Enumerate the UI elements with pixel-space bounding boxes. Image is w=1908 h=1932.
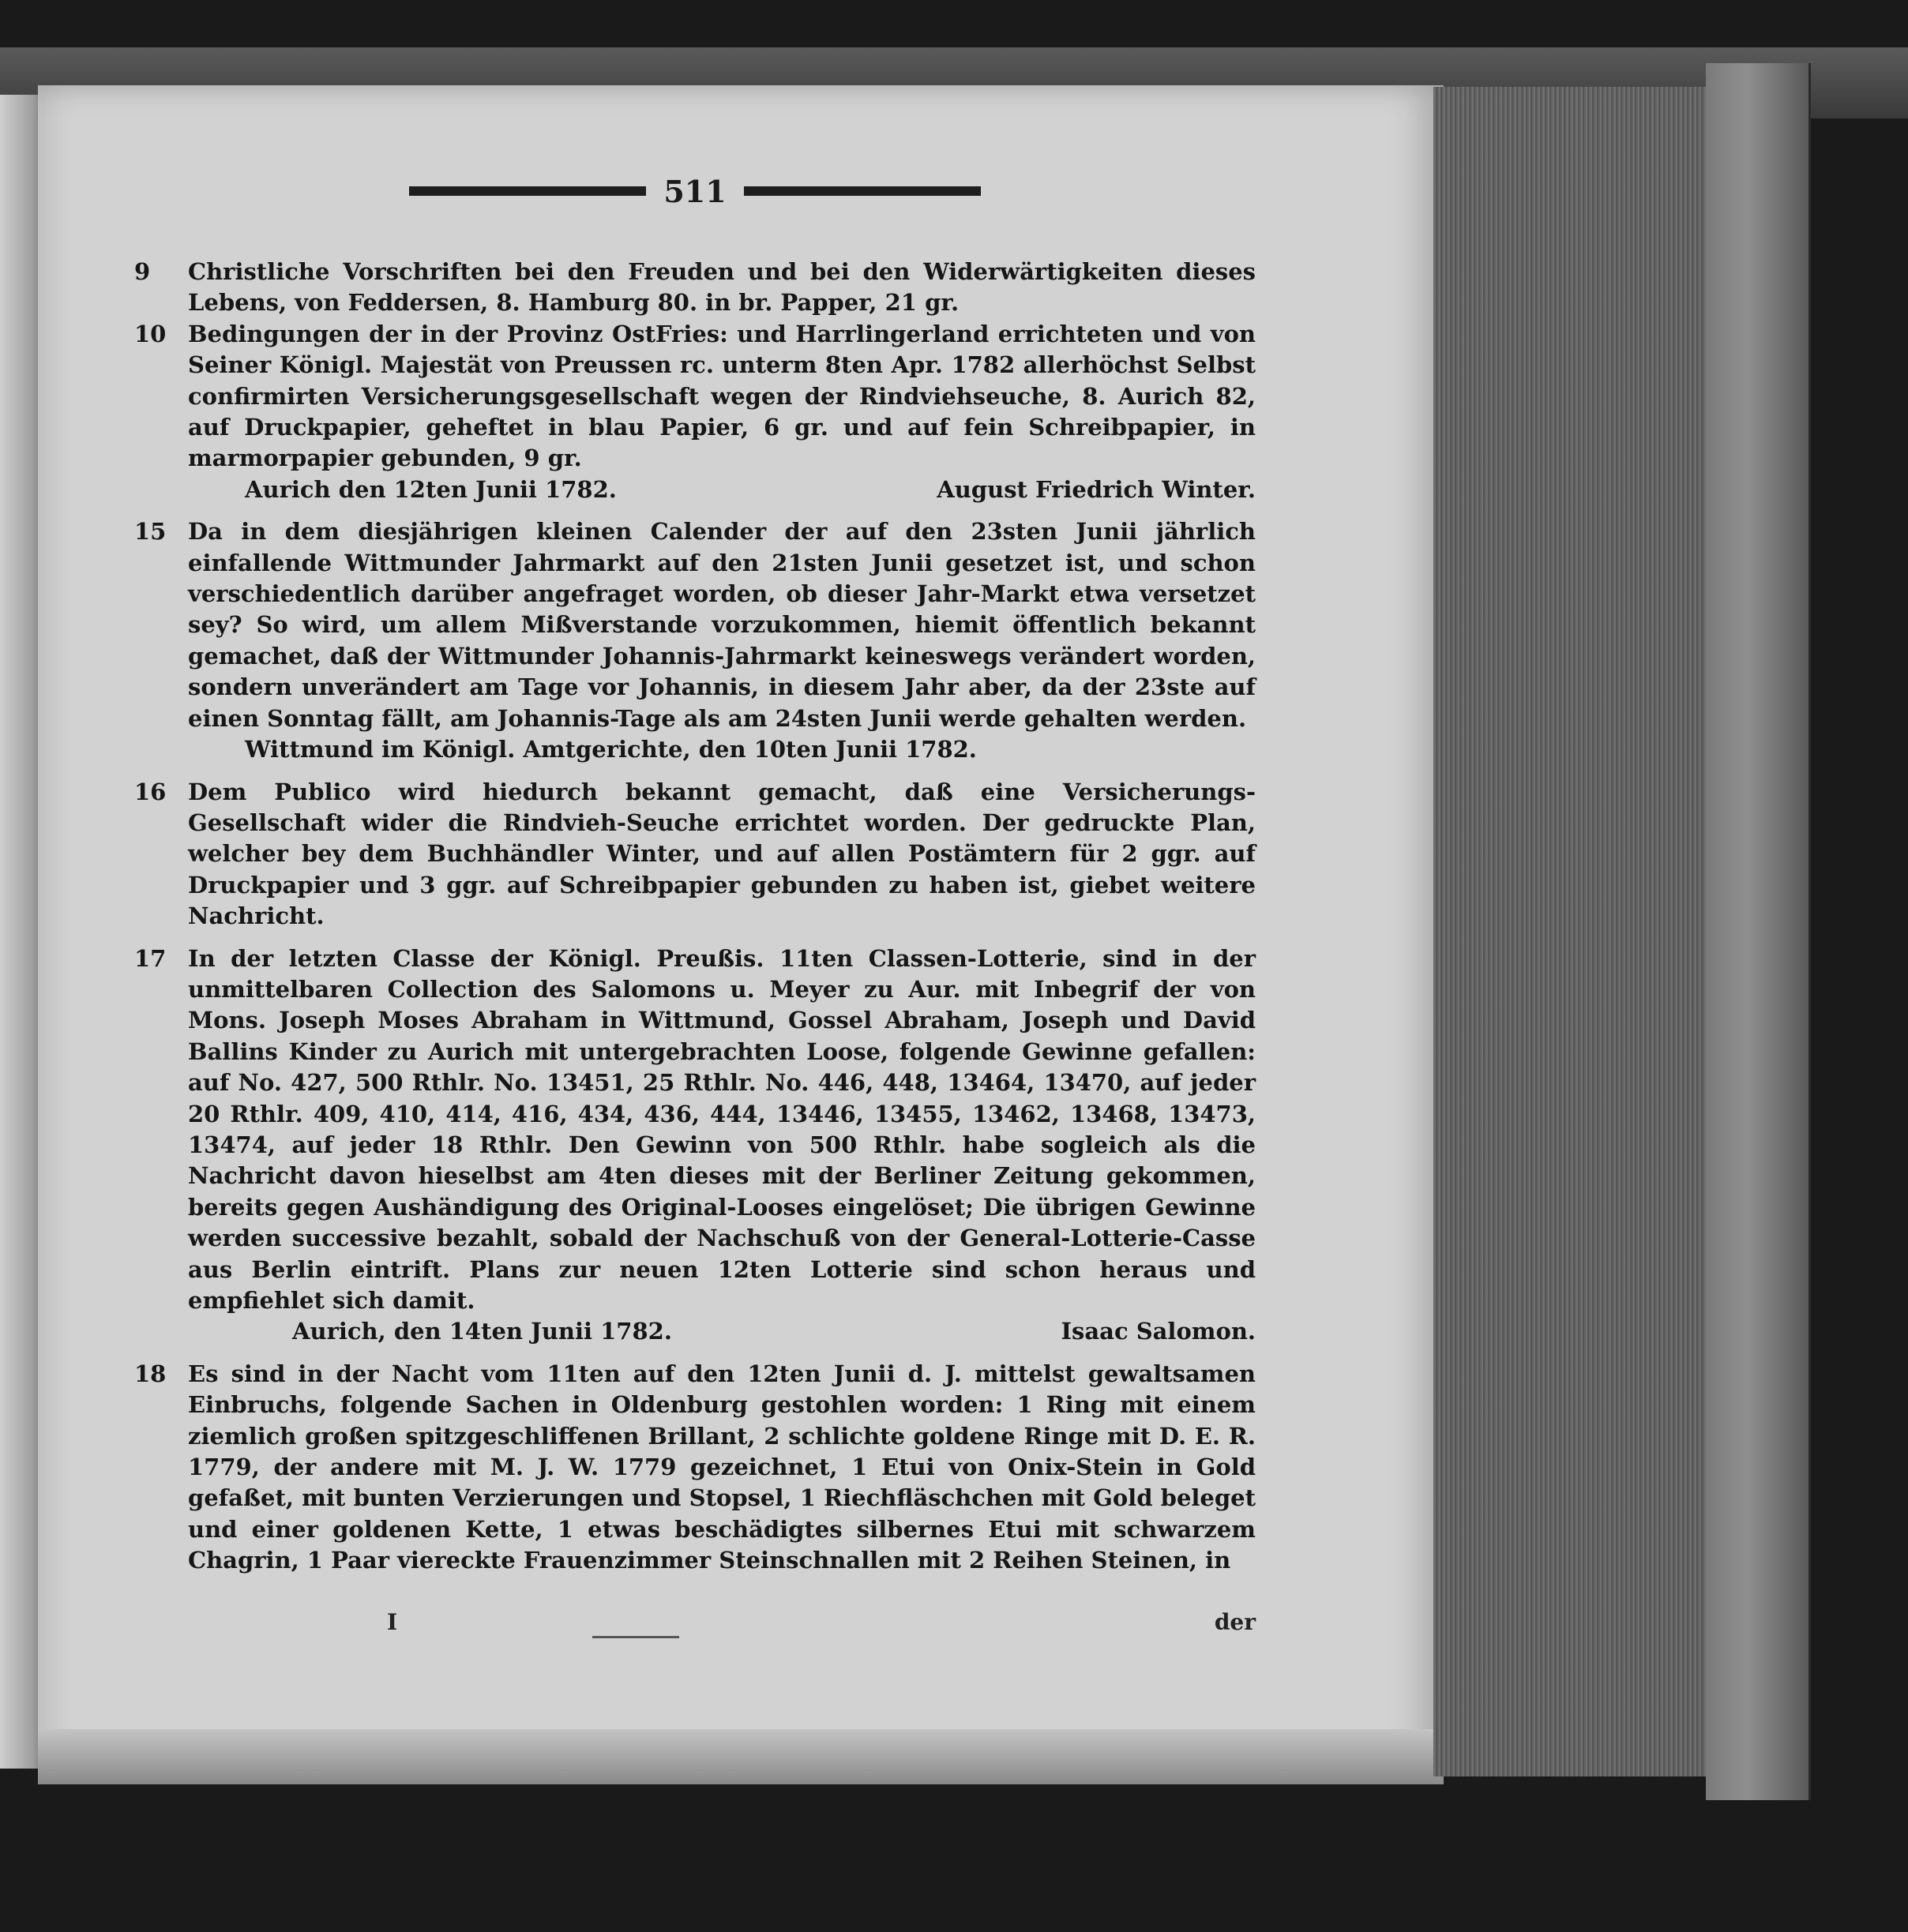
page-stack-fore-edge [1433,87,1706,1776]
entry-17 [134,943,1256,1317]
entry-text: Dem Publico wird hiedurch bekannt gemacht, daß eine Versicherungs-Gesellschaft wider die Rindvieh-Seuche errichtet worden. Der gedruckte Plan, welcher bey dem Buchhändler Winter, und auf allen Postämtern für 2 ggr. auf Druckpapier und 3 ggr. auf Schreibpapier gebunden zu haben ist, giebet weitere Nachricht. [188,778,1256,930]
entry-number: 9 [134,258,151,285]
footer-rule [592,1636,679,1638]
entry-9 [134,257,1256,319]
entry-text: Bedingungen der in der Provinz OstFries: und Harrlingerland errichteten und von Seiner Königl. Majestät von Preussen rc. unterm 8ten Apr. 1782 allerhöchst Selbst confirmirten Versicherungsgesellschaft wegen der Rindviehseuche, 8. Aurich 82, auf Druckpapier, geheftet in blau Papier, 6 gr. und auf fein Schreibpapier, in marmorpapier gebunden, 9 gr. [188,320,1256,472]
entry-10-signature [134,475,1256,505]
page-bottom-edge [38,1729,1444,1784]
entry-number: 17 [134,944,167,972]
page-header [395,175,995,207]
entry-15 [134,516,1256,734]
book-cover-right [1706,63,1811,1800]
entry-number: 15 [134,518,167,546]
signature-place-date: Wittmund im Königl. Amtgerichte, den 10ten Junii 1782. [245,736,977,763]
page-text [134,257,1256,1577]
entry-number: 10 [134,320,167,347]
entry-number: 16 [134,778,167,805]
entry-16 [134,777,1256,932]
page-number: 511 [663,173,727,209]
header-rule-right [744,186,981,196]
catchword: der [1214,1609,1256,1635]
signature-mark: I [387,1609,398,1635]
signature-place-date: Aurich den 12ten Junii 1782. [245,475,617,503]
entry-17-signature [134,1316,1256,1347]
entry-text: Da in dem diesjährigen kleinen Calender der auf den 23sten Junii jährlich einfallende Wittmunder Jahrmarkt auf den 21sten Junii gesetzet ist, und schon verschiedentlich darüber angefraget worden, ob dieser Jahr-Markt etwa versetzet sey? So wird, um allem Mißverstande vorzukommen, hiemit öffentlich bekannt gemachet, daß der Wittmunder Johannis-Jahrmarkt keineswegs verändert worden, sondern unverändert am Tage vor Johannis, in diesem Jahr aber, da der 23ste auf einen Sonntag fällt, am Johannis-Tage als am 24sten Junii werde gehalten werden. [188,518,1256,732]
entry-text: Es sind in der Nacht vom 11ten auf den 12ten Junii d. J. mittelst gewaltsamen Einbruchs, folgende Sachen in Oldenburg gestohlen worden: 1 Ring mit einem ziemlich großen spitzgeschliffenen Brillant, 2 schlichte goldene Ringe mit D. E. R. 1779, der andere mit M. J. W. 1779 gezeichnet, 1 Etui von Onix-Stein in Gold gefaßet, mit bunten Verzierungen und Stopsel, 1 Riechfläschchen mit Gold beleget und einer goldenen Kette, 1 etwas beschädigtes silbernes Etui mit schwarzem Chagrin, 1 Paar viereckte Frauenzimmer Steinschnallen mit 2 Reihen Steinen, in [188,1360,1256,1574]
entry-text: In der letzten Classe der Königl. Preußis. 11ten Classen-Lotterie, sind in der unmittelbaren Collection des Salomons u. Meyer zu Aur. mit Inbegrif der von Mons. Joseph Moses Abraham in Wittmund, Gossel Abraham, Joseph und David Ballins Kinder zu Aurich mit untergebrachten Loose, folgende Gewinne gefallen: auf No. 427, 500 Rthlr. No. 13451, 25 Rthlr. No. 446, 448, 13464, 13470, auf jeder 20 Rthlr. 409, 410, 414, 416, 434, 436, 444, 13446, 13455, 13462, 13468, 13473, 13474, auf jeder 18 Rthlr. Den Gewinn von 500 Rthlr. habe sogleich als die Nachricht davon hieselbst am 4ten dieses mit der Berliner Zeitung gekommen, bereits gegen Aushändigung des Original-Looses eingelöset; Die übrigen Gewinne werden successive bezahlt, sobald der Nachschuß von der General-Lotterie-Casse aus Berlin eintrift. Plans zur neuen 12ten Lotterie sind schon heraus und empfiehlet sich damit. [188,944,1256,1314]
signature-name: Isaac Salomon. [1061,1318,1256,1345]
entry-10 [134,319,1256,475]
entry-number: 18 [134,1360,167,1387]
header-rule-left [409,186,646,196]
signature-name: August Friedrich Winter. [937,475,1256,503]
entry-text: Christliche Vorschriften bei den Freuden und bei den Widerwärtigkeiten dieses Lebens, von Feddersen, 8. Hamburg 80. in br. Papper, 21 gr. [188,258,1256,317]
signature-place-date: Aurich, den 14ten Junii 1782. [292,1318,672,1345]
entry-18 [134,1359,1256,1577]
entry-15-signature [134,734,1256,765]
